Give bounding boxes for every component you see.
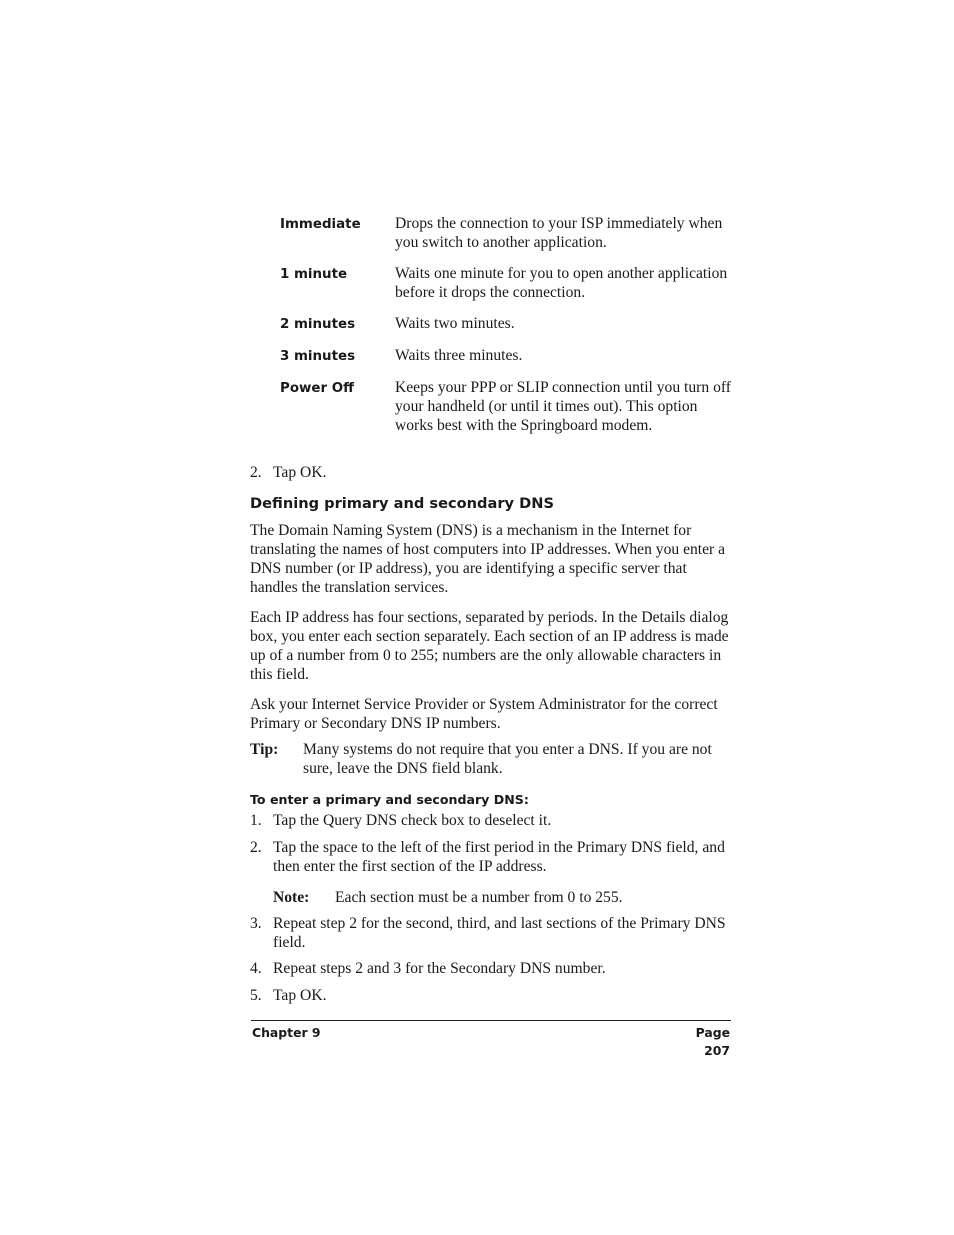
note-callout bbox=[273, 888, 623, 907]
option-row-2-minutes bbox=[280, 314, 732, 334]
procedure-step-2 bbox=[250, 838, 730, 876]
option-term: Power Off bbox=[280, 381, 354, 396]
procedure-step-3 bbox=[250, 914, 730, 952]
option-definition-table bbox=[280, 214, 732, 447]
procedure-step-1 bbox=[250, 811, 730, 830]
step-number: 2. bbox=[250, 464, 262, 481]
option-term: 2 minutes bbox=[280, 317, 356, 332]
option-term: 3 minutes bbox=[280, 349, 356, 364]
tip-text: Many systems do not require that you enter a DNS. If you are not sure, leave the DNS field blank. bbox=[303, 741, 712, 777]
option-description: Drops the connection to your ISP immediately when you switch to another application. bbox=[395, 215, 723, 251]
note-label: Note: bbox=[273, 889, 310, 906]
option-term: 1 minute bbox=[280, 267, 348, 282]
footer-page-number: Page 207 bbox=[695, 1025, 730, 1058]
footer-divider bbox=[251, 1020, 731, 1021]
step-text: Repeat step 2 for the second, third, and last sections of the Primary DNS field. bbox=[273, 915, 726, 951]
paragraph-ip-sections: Each IP address has four sections, separated by periods. In the Details dialog box, you enter each section separately. Each section of an IP address is made up of a number from 0 to 255; numbers are the only allowable characters in this field. bbox=[250, 609, 729, 683]
procedure-step-4 bbox=[250, 959, 730, 978]
step-text: Tap OK. bbox=[273, 464, 327, 481]
step-text: Tap the Query DNS check box to deselect it. bbox=[273, 812, 552, 829]
option-description: Waits three minutes. bbox=[395, 347, 523, 364]
option-description: Waits one minute for you to open another application before it drops the connection. bbox=[395, 265, 728, 301]
step-number: 1. bbox=[250, 812, 262, 829]
procedure-step-5 bbox=[250, 986, 730, 1005]
step-number: 3. bbox=[250, 915, 262, 932]
footer-chapter: Chapter 9 bbox=[252, 1025, 321, 1040]
option-description: Keeps your PPP or SLIP connection until you turn off your handheld (or until it times out). This option works best with the Springboard modem. bbox=[395, 379, 731, 434]
step-tap-ok bbox=[250, 463, 730, 482]
section-heading: Defining primary and secondary DNS bbox=[250, 495, 554, 512]
step-number: 2. bbox=[250, 839, 262, 856]
paragraph-dns-intro: The Domain Naming System (DNS) is a mechanism in the Internet for translating the names of host computers into IP addresses. When you enter a DNS number (or IP address), you are identifying a specific server that handles the translation services. bbox=[250, 522, 726, 596]
procedure-heading: To enter a primary and secondary DNS: bbox=[250, 792, 529, 807]
step-text: Tap the space to the left of the first period in the Primary DNS field, and then enter the first section of the IP address. bbox=[273, 839, 725, 875]
option-row-1-minute bbox=[280, 264, 732, 302]
option-term: Immediate bbox=[280, 217, 361, 232]
option-row-3-minutes bbox=[280, 346, 732, 366]
paragraph-ask-isp: Ask your Internet Service Provider or System Administrator for the correct Primary or Secondary DNS IP numbers. bbox=[250, 696, 718, 732]
option-row-immediate bbox=[280, 214, 732, 252]
note-text: Each section must be a number from 0 to 255. bbox=[335, 889, 623, 906]
step-number: 5. bbox=[250, 987, 262, 1004]
step-text: Repeat steps 2 and 3 for the Secondary DNS number. bbox=[273, 960, 606, 977]
tip-callout bbox=[250, 740, 730, 778]
tip-label: Tip: bbox=[250, 741, 279, 758]
option-description: Waits two minutes. bbox=[395, 315, 515, 332]
step-number: 4. bbox=[250, 960, 262, 977]
option-row-power-off bbox=[280, 378, 732, 435]
step-text: Tap OK. bbox=[273, 987, 327, 1004]
